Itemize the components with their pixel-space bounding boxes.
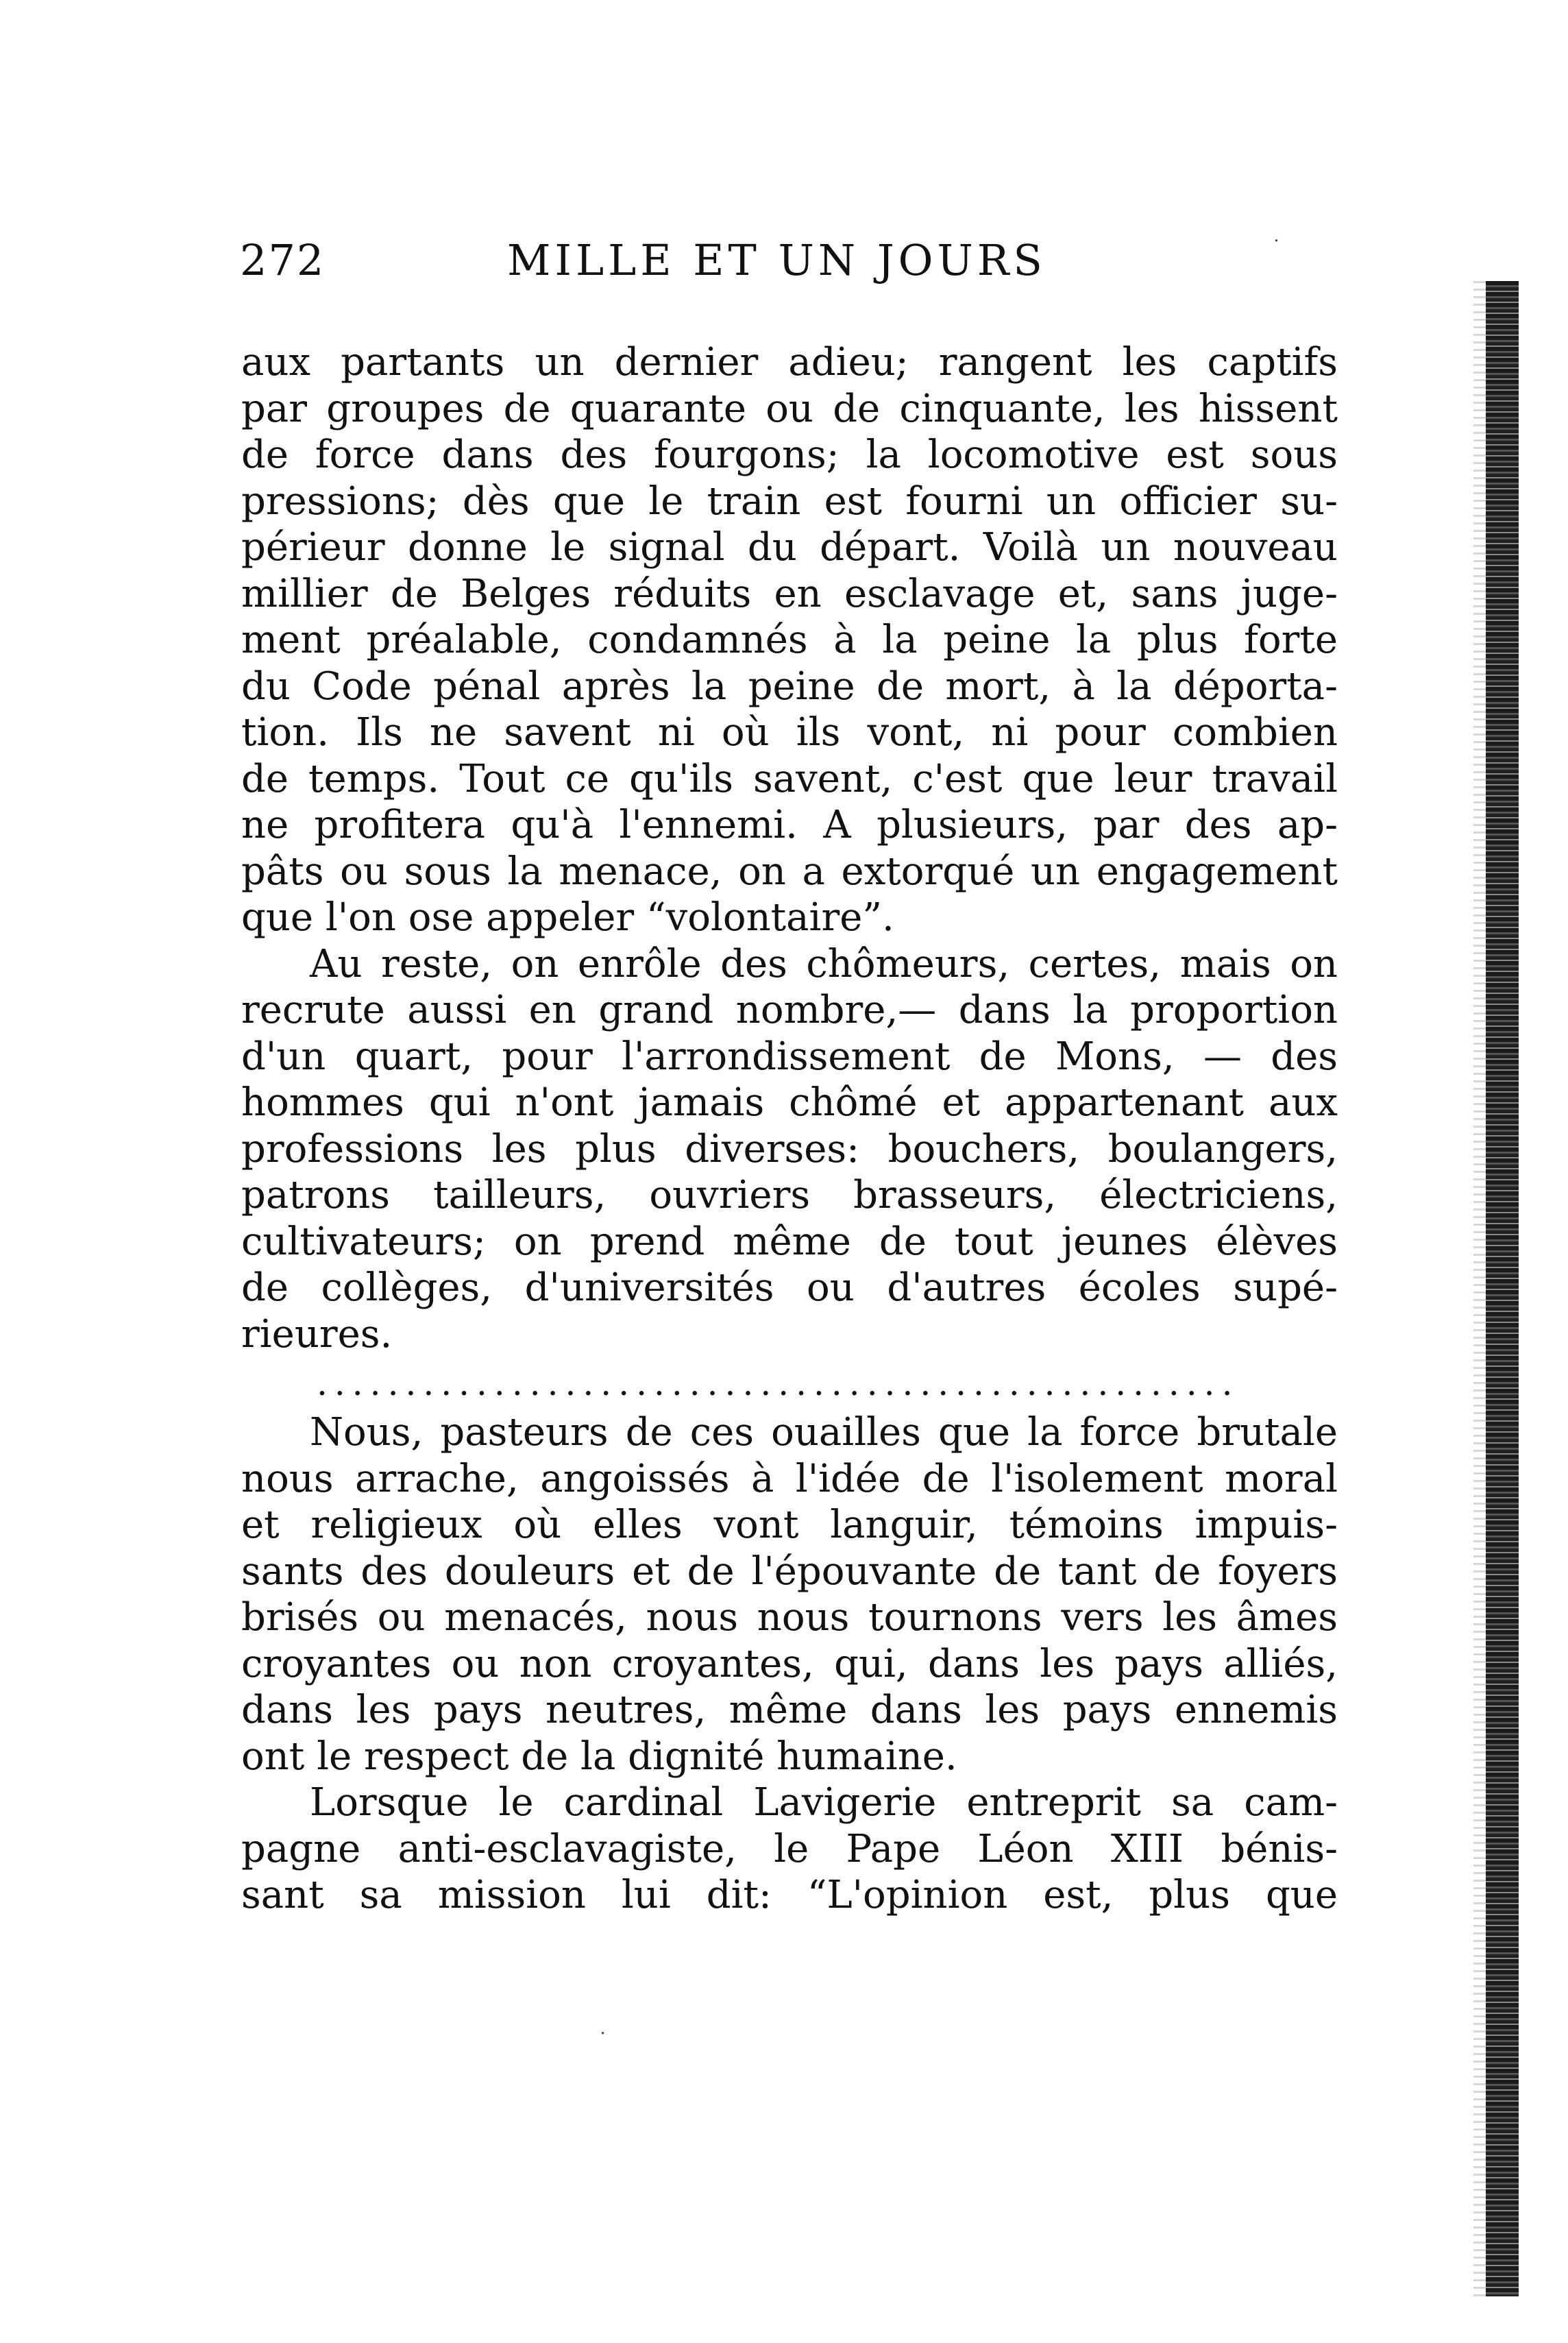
text-line: sants des douleurs et de l'épouvante de tant de foyers (241, 1549, 1338, 1594)
text-line: tion. Ils ne savent ni où ils vont, ni pour combien (241, 710, 1338, 755)
text-line: hommes qui n'ont jamais chômé et appartenant aux (241, 1080, 1338, 1125)
running-header (240, 230, 1336, 291)
text-line: pressions; dès que le train est fourni un officier su- (241, 478, 1338, 524)
text-line: par groupes de quarante ou de cinquante, les hissent (241, 386, 1338, 431)
ellipsis-separator: .................................................... (317, 1363, 1240, 1403)
text-line: du Code pénal après la peine de mort, à la déporta- (241, 664, 1338, 709)
text-line: que l'on ose appeler “volontaire”. (241, 895, 894, 940)
paragraph-4 (241, 1780, 1338, 1919)
text-line: de collèges, d'universités ou d'autres écoles supé- (241, 1265, 1338, 1310)
text-line: cultivateurs; on prend même de tout jeunes élèves (241, 1219, 1338, 1264)
text-line: de force dans des fourgons; la locomotive est sous (241, 433, 1338, 477)
text-line: croyantes ou non croyantes, qui, dans les pays alliés, (241, 1641, 1338, 1686)
text-line: sant sa mission lui dit: “L'opinion est, plus que (241, 1873, 1338, 1917)
text-line: pagne anti-esclavagiste, le Pape Léon XIII bénis- (241, 1826, 1338, 1871)
text-line: nous arrache, angoissés à l'idée de l'isolement moral (241, 1456, 1338, 1501)
book-spine-edge (1486, 281, 1519, 2296)
stray-mark: ˙ (1271, 236, 1282, 260)
text-line: Nous, pasteurs de ces ouailles que la force brutale (310, 1410, 1338, 1455)
text-line: ment préalable, condamnés à la peine la plus forte (241, 618, 1338, 662)
text-line: aux partants un dernier adieu; rangent les captifs (241, 340, 1338, 385)
text-line: brisés ou menacés, nous nous tournons vers les âmes (241, 1595, 1338, 1640)
page-number: 272 (240, 235, 326, 285)
paragraph-2 (241, 941, 1338, 1358)
text-line: de temps. Tout ce qu'ils savent, c'est que leur travail (241, 756, 1338, 801)
text-line: périeur donne le signal du départ. Voilà un nouveau (241, 525, 1338, 570)
text-line: rieures. (241, 1311, 393, 1357)
text-line: recrute aussi en grand nombre,— dans la proportion (241, 988, 1338, 1032)
page-body (241, 339, 1338, 1919)
text-line: d'un quart, pour l'arrondissement de Mons, — des (241, 1034, 1338, 1079)
running-title: MILLE ET UN JOURS (507, 235, 1046, 285)
text-line: Au reste, on enrôle des chômeurs, certes, mais on (310, 941, 1338, 986)
text-line: millier de Belges réduits en esclavage et, sans juge- (241, 571, 1338, 616)
stray-mark: ˙ (598, 2029, 608, 2053)
page-edge-shadow (1473, 281, 1486, 2296)
text-line: et religieux où elles vont languir, témoins impuis- (241, 1503, 1338, 1547)
paragraph-1 (241, 339, 1338, 941)
text-line: dans les pays neutres, même dans les pays ennemis (241, 1688, 1338, 1732)
text-line: professions les plus diverses: bouchers, boulangers, (241, 1126, 1338, 1172)
text-line: ne profitera qu'à l'ennemi. A plusieurs, par des ap- (241, 803, 1338, 847)
text-line: patrons tailleurs, ouvriers brasseurs, électriciens, (241, 1173, 1338, 1217)
paragraph-3 (241, 1409, 1338, 1780)
text-line: Lorsque le cardinal Lavigerie entreprit sa cam- (310, 1780, 1338, 1825)
text-line: pâts ou sous la menace, on a extorqué un engagement (241, 849, 1338, 894)
text-line: ont le respect de la dignité humaine. (241, 1734, 957, 1779)
